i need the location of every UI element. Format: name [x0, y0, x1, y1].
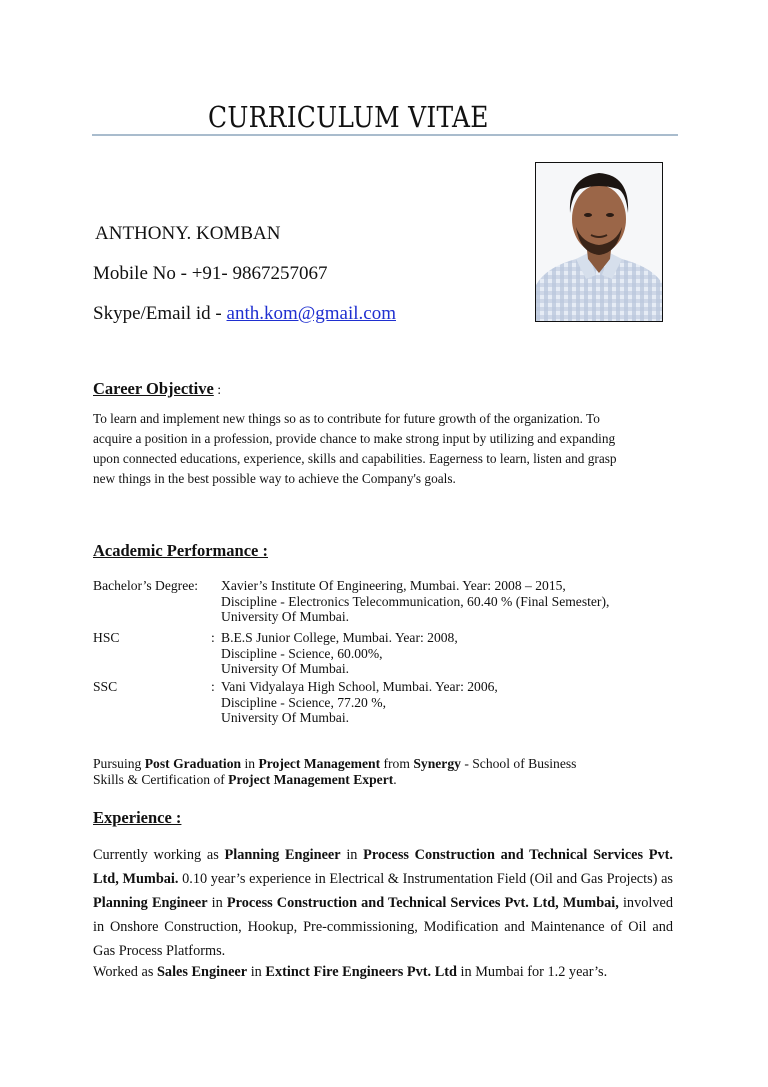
career-objective-text	[93, 409, 683, 489]
objective-line: acquire a position in a profession, provide chance to make strong input by utilizing and expanding	[93, 431, 616, 446]
academic-label: Bachelor’s Degree:	[93, 578, 199, 593]
person-photo-icon	[536, 163, 662, 321]
experience-current: Currently working as Planning Engineer in Process Construction and Technical Services Pvt. Ltd, Mumbai. 0.10 year’s experience in Electrical & Instrumentation Field (Oil and Gas Projects) as Planning Engineer in Process Construction and Technical Services Pvt. Ltd, Mumbai, involved in Onshore Construction, Hookup, Pre-commissioning, Modification and Maintenance of Oil and Gas Process Platforms.	[93, 847, 674, 959]
experience-heading: Experience :	[93, 808, 182, 827]
mobile-line	[93, 263, 327, 285]
academic-details: Vani Vidyalaya High School, Mumbai. Year: 2006, Discipline - Science, 77.20 %, University Of Mumbai.	[221, 679, 498, 725]
email-link[interactable]: anth.kom@gmail.com	[226, 303, 396, 324]
objective-line: To learn and implement new things so as to contribute for future growth of the organization. To	[93, 411, 600, 426]
candidate-name: ANTHONY. KOMBAN	[95, 223, 281, 244]
academic-label: SSC	[93, 679, 118, 694]
email-line	[93, 303, 396, 325]
pursuing-text: Pursuing Post Graduation in Project Management from Synergy - School of Business Skills & Certification of Project Management Expert.	[93, 756, 577, 787]
academic-label: HSC	[93, 630, 120, 645]
objective-line: upon connected educations, experience, skills and capabilities. Eagerness to learn, listen and grasp	[93, 451, 617, 466]
mobile-number: +91- 9867257067	[191, 263, 328, 284]
email-label: Skype/Email id -	[93, 303, 227, 324]
mobile-label: Mobile No -	[93, 263, 192, 284]
career-objective-heading-text: Career Objective	[93, 379, 214, 398]
academic-details: Xavier’s Institute Of Engineering, Mumbai. Year: 2008 – 2015, Discipline - Electronics Telecommunication, 60.40 % (Final Semester), University Of Mumbai.	[221, 578, 610, 624]
document-title: CURRICULUM VITAE	[208, 100, 489, 134]
title-divider	[92, 134, 678, 136]
academic-details: B.E.S Junior College, Mumbai. Year: 2008, Discipline - Science, 60.00%, University Of Mumbai.	[221, 630, 458, 676]
profile-photo	[535, 162, 663, 322]
career-objective-heading: Career Objective :	[93, 379, 222, 398]
academic-heading: Academic Performance :	[93, 541, 268, 560]
experience-previous: Worked as Sales Engineer in Extinct Fire Engineers Pvt. Ltd in Mumbai for 1.2 year’s.	[93, 964, 608, 980]
objective-line: new things in the best possible way to achieve the Company's goals.	[93, 471, 456, 486]
